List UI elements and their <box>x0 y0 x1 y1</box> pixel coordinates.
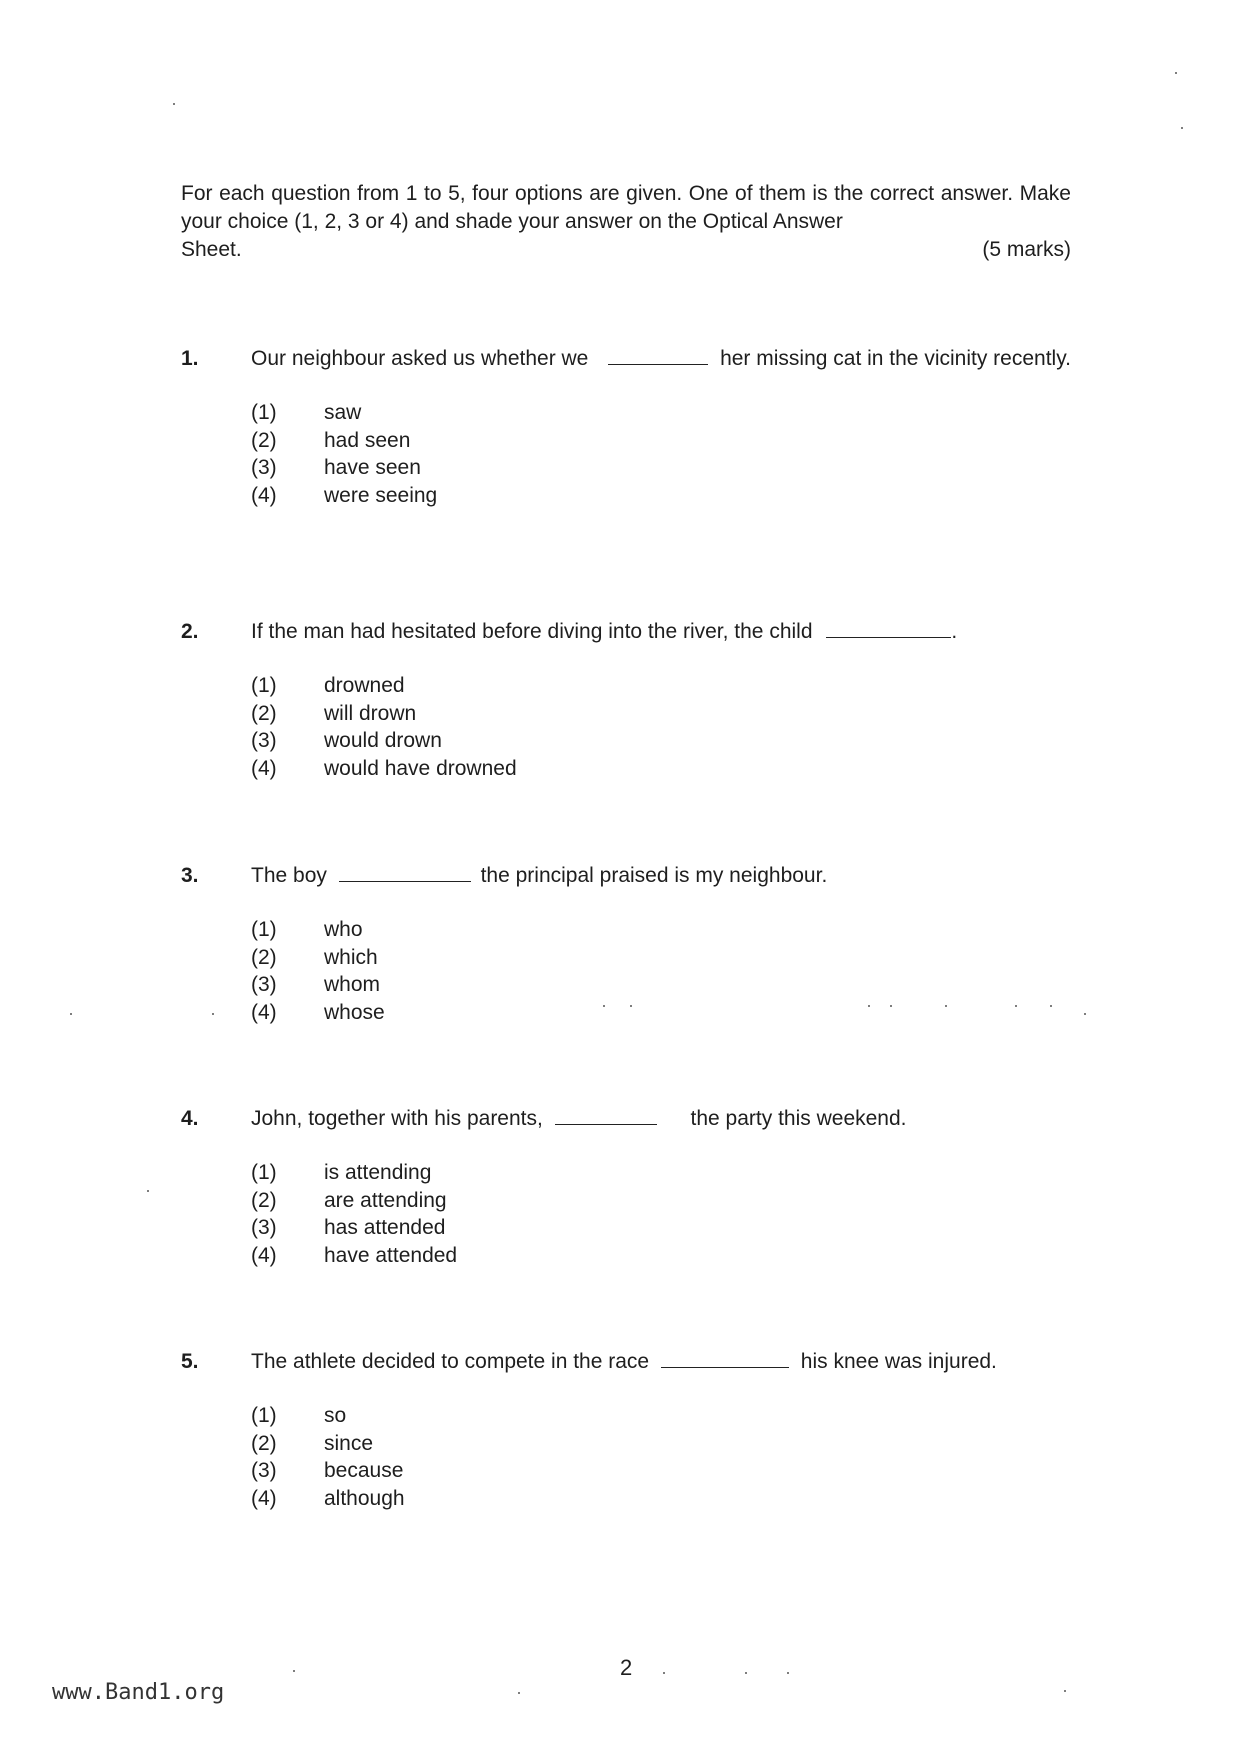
answer-blank <box>555 1106 657 1125</box>
option-text: is attending <box>324 1161 432 1184</box>
scan-speck <box>663 1672 665 1674</box>
instructions-line-2: answer. Make your choice (1, 2, 3 or 4) and shade your answer on the Optical Answer <box>181 182 1071 233</box>
option <box>251 971 1071 999</box>
marks-label: (5 marks) <box>982 238 1071 261</box>
option-number: (3) <box>251 973 277 996</box>
option-text: would have drowned <box>324 756 517 780</box>
option-number: (3) <box>251 1459 277 1482</box>
option-number: (1) <box>251 1161 277 1184</box>
scan-speck <box>945 1005 947 1007</box>
option <box>251 700 1071 728</box>
option-text: would drown <box>324 729 442 752</box>
stem-after: her missing cat in the vicinity recently. <box>720 347 1071 370</box>
option <box>251 1402 1071 1430</box>
option <box>251 727 1071 755</box>
question-2 <box>181 618 1071 782</box>
scan-speck <box>1064 1690 1066 1692</box>
option-text: although <box>324 1486 405 1510</box>
option <box>251 1430 1071 1458</box>
instructions-line-1: For each question from 1 to 5, four options are given. One of them is the correct <box>181 182 935 205</box>
option-text: will drown <box>324 701 417 725</box>
instructions-line-3: Sheet. <box>181 238 242 261</box>
scan-speck <box>70 1013 72 1015</box>
question-stem <box>251 618 1071 646</box>
option-number: (4) <box>251 1486 277 1510</box>
stem-after: his knee was injured. <box>800 1350 997 1373</box>
question-stem <box>251 862 1071 890</box>
answer-blank <box>826 619 951 638</box>
option-number: (4) <box>251 1243 277 1267</box>
answer-blank <box>339 863 471 882</box>
question-number: 5. <box>181 1350 199 1373</box>
option-number: (3) <box>251 729 277 752</box>
scan-speck <box>745 1672 747 1674</box>
stem-before: The athlete decided to compete in the race <box>251 1350 650 1373</box>
options-list <box>251 399 1071 509</box>
scan-speck <box>1175 72 1177 74</box>
option-number: (2) <box>251 1431 277 1455</box>
instructions <box>181 180 1071 264</box>
question-4 <box>181 1105 1071 1269</box>
option-text: which <box>324 945 378 969</box>
option-number: (1) <box>251 918 277 941</box>
option-number: (4) <box>251 756 277 780</box>
scan-speck <box>890 1005 892 1007</box>
scan-speck <box>147 1190 149 1192</box>
scan-speck <box>212 1013 214 1015</box>
option-number: (2) <box>251 701 277 725</box>
option-text: saw <box>324 401 362 424</box>
option-text: are attending <box>324 1188 447 1212</box>
scan-speck <box>868 1005 870 1007</box>
option <box>251 1214 1071 1242</box>
option-number: (2) <box>251 945 277 969</box>
stem-before: Our neighbour asked us whether we <box>251 347 589 370</box>
options-list <box>251 672 1071 782</box>
options-list <box>251 1159 1071 1269</box>
question-stem <box>251 345 1071 373</box>
option-text: since <box>324 1431 374 1455</box>
answer-blank <box>608 346 708 365</box>
scan-speck <box>787 1672 789 1674</box>
option-number: (1) <box>251 401 277 424</box>
scan-speck <box>1181 127 1183 129</box>
option <box>251 1187 1071 1215</box>
question-number: 4. <box>181 1107 199 1130</box>
option-text: have seen <box>324 456 421 479</box>
option <box>251 672 1071 700</box>
scan-speck <box>1084 1013 1086 1015</box>
option <box>251 1242 1071 1270</box>
option-number: (1) <box>251 674 277 697</box>
scan-speck <box>293 1670 295 1672</box>
stem-before: If the man had hesitated before diving into the river, the child <box>251 620 813 643</box>
option <box>251 454 1071 482</box>
option <box>251 482 1071 510</box>
option-text: had seen <box>324 428 411 452</box>
option <box>251 427 1071 455</box>
option-number: (2) <box>251 1188 277 1212</box>
question-number: 2. <box>181 620 199 643</box>
question-number: 1. <box>181 347 199 370</box>
option-text: have attended <box>324 1243 458 1267</box>
option-number: (4) <box>251 1000 277 1024</box>
page-number: 2 <box>620 1655 633 1680</box>
option-text: drowned <box>324 674 405 697</box>
stem-after: . <box>951 620 958 643</box>
scan-speck <box>1050 1005 1052 1007</box>
question-1 <box>181 345 1071 509</box>
question-3 <box>181 862 1071 1026</box>
scan-speck <box>603 1005 605 1007</box>
question-stem <box>251 1348 1071 1376</box>
option <box>251 755 1071 783</box>
stem-before: John, together with his parents, <box>251 1107 543 1130</box>
scan-speck <box>518 1692 520 1694</box>
footer-url: www.Band1.org <box>52 1680 225 1705</box>
question-number: 3. <box>181 864 199 887</box>
option <box>251 399 1071 427</box>
scan-speck <box>173 103 175 105</box>
scan-speck <box>630 1005 632 1007</box>
stem-after: the principal praised is my neighbour. <box>480 864 828 887</box>
answer-blank <box>661 1349 789 1368</box>
option-text: whom <box>324 973 381 996</box>
option-number: (4) <box>251 483 277 507</box>
option-text: whose <box>324 1000 385 1024</box>
options-list <box>251 1402 1071 1512</box>
option-text: so <box>324 1404 347 1427</box>
option <box>251 944 1071 972</box>
option <box>251 999 1071 1027</box>
option <box>251 916 1071 944</box>
options-list <box>251 916 1071 1026</box>
option-number: (3) <box>251 456 277 479</box>
option-text: who <box>324 918 363 941</box>
scan-speck <box>1015 1005 1017 1007</box>
option <box>251 1485 1071 1513</box>
option-number: (1) <box>251 1404 277 1427</box>
option-number: (2) <box>251 428 277 452</box>
option-number: (3) <box>251 1216 277 1239</box>
option <box>251 1457 1071 1485</box>
option-text: because <box>324 1459 404 1482</box>
option <box>251 1159 1071 1187</box>
question-5 <box>181 1348 1071 1512</box>
option-text: were seeing <box>324 483 438 507</box>
stem-before: The boy <box>251 864 327 887</box>
question-stem <box>251 1105 1071 1133</box>
option-text: has attended <box>324 1216 446 1239</box>
stem-after: the party this weekend. <box>690 1107 907 1130</box>
